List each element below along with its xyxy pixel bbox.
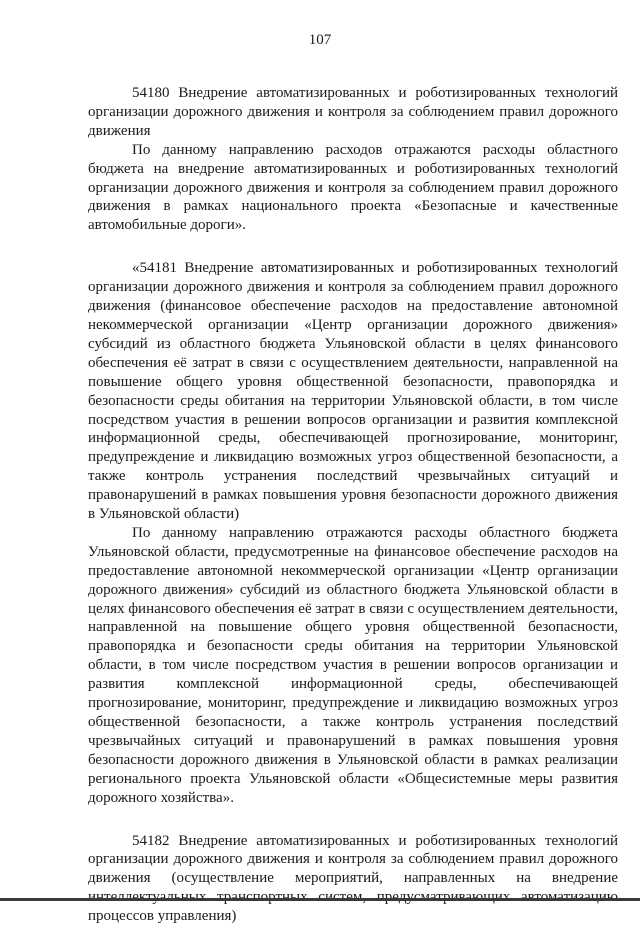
page-number: 107 [308,32,332,48]
section-54180 [88,84,618,235]
document-body [88,84,618,950]
section-heading: 54180 Внедрение автоматизированных и роботизированных технологий организации дорожного движения и контроля за соблюдением правил дорожного движения [88,85,618,139]
section-paragraph: По данному направлению отражаются расходы областного бюджета Ульяновской области, предусмотренные на финансовое обеспечение расходов на предоставление автономной некоммерческой организации «Центр организации дорожного движения» субсидий из областного бюджета Ульяновской области в целях финансового обеспечения её затрат в связи с осуществлением деятельности, направленной на повышение общего уровня общественной безопасности, правопорядка и безопасности среды обитания на территории Ульяновской области, в том числе посредством участия в решении вопросов организации и развития комплексной информационной среды, обеспечивающей прогнозирование, мониторинг, предупреждение и ликвидацию возможных угроз общественной безопасности, а также контроль устранения последствий чрезвычайных ситуаций и правонарушений в рамках повышения уровня безопасности дорожного движения в Ульяновской области в рамках реализации регионального проекта Ульяновской области «Общесистемные меры развития дорожного хозяйства». [88,524,618,806]
section-heading: «54181 Внедрение автоматизированных и роботизированных технологий организации дорожного движения и контроля за соблюдением правил дорожного движения (финансовое обеспечение расходов на предоставление автономной некоммерческой организации «Центр организации дорожного движения» субсидий из областного бюджета Ульяновской области в целях финансового обеспечения её затрат в связи с осуществлением деятельности, направленной на повышение общего уровня общественной безопасности, правопорядка и безопасности среды обитания на территории Ульяновской области, в том числе посредством участия в решении вопросов организации и развития комплексной информационной среды, обеспечивающей прогнозирование, мониторинг, предупреждение и ликвидацию возможных угроз общественной безопасности, а также контроль устранения последствий чрезвычайных ситуаций и правонарушений в рамках повышения уровня безопасности дорожного движения в Ульяновской области) [88,260,618,523]
scan-edge-line [0,898,640,901]
section-54181 [88,259,618,807]
section-54182 [88,832,618,927]
section-paragraph: По данному направлению расходов отражаются расходы областного бюджета на внедрение автоматизированных и роботизированных технологий организации дорожного движения и контроля за соблюдением правил дорожного движения в рамках национального проекта «Безопасные и качественные автомобильные дороги». [88,141,618,234]
section-heading: 54182 Внедрение автоматизированных и роботизированных технологий организации дорожного движения и контроля за соблюдением правил дорожного движения (осуществление мероприятий, направленных на внедрение процессов управления) [88,832,618,925]
